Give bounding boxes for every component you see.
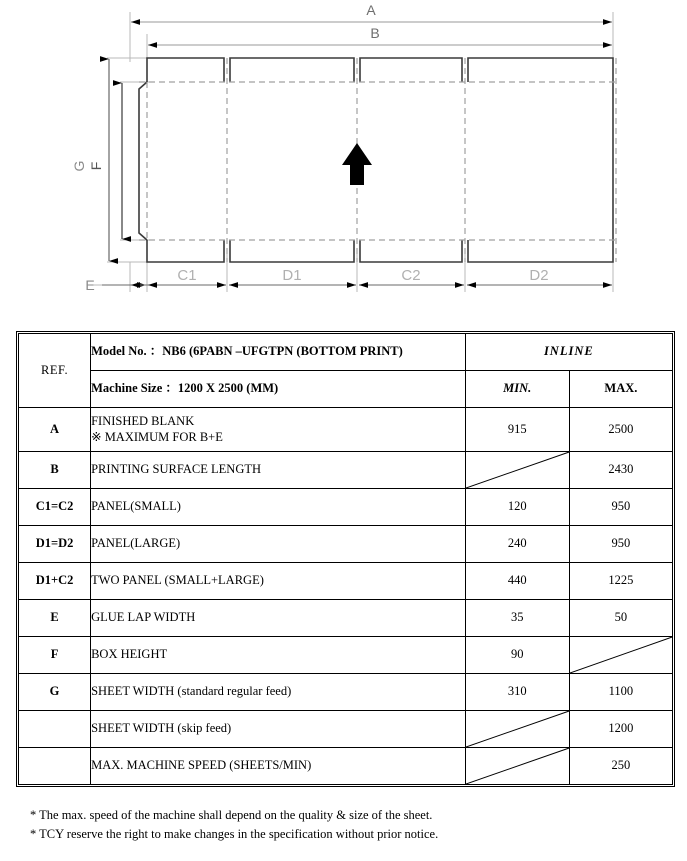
row-description: SHEET WIDTH (standard regular feed) — [91, 674, 466, 711]
row-min — [465, 748, 569, 785]
table-row — [19, 526, 673, 563]
row-min: 310 — [465, 674, 569, 711]
row-description: MAX. MACHINE SPEED (SHEETS/MIN) — [91, 748, 466, 785]
row-ref: G — [19, 674, 91, 711]
footnote-1: * The max. speed of the machine shall depend on the quality & size of the sheet. — [30, 808, 433, 822]
row-min: 915 — [465, 408, 569, 452]
row-max — [569, 637, 672, 674]
row-min: 35 — [465, 600, 569, 637]
row-ref: D1=D2 — [19, 526, 91, 563]
row-description-line2: ※ MAXIMUM FOR B+E — [91, 429, 223, 444]
row-ref: D1+C2 — [19, 563, 91, 600]
table-row — [19, 674, 673, 711]
row-description: SHEET WIDTH (skip feed) — [91, 711, 466, 748]
dimension-label-b: B — [370, 25, 380, 41]
row-ref: C1=C2 — [19, 489, 91, 526]
header-machine-size: Machine Size ：1200 X 2500 (MM) — [91, 371, 466, 408]
dimension-label-a: A — [366, 2, 376, 18]
row-ref — [19, 748, 91, 785]
table-row — [19, 563, 673, 600]
row-ref: A — [19, 408, 91, 452]
row-max: 50 — [569, 600, 672, 637]
row-description — [91, 408, 466, 452]
table-row — [19, 408, 673, 452]
row-max: 1100 — [569, 674, 672, 711]
dimension-label-e: E — [85, 277, 95, 293]
panel-label-d2: D2 — [529, 267, 549, 284]
blank-layout-diagram — [0, 0, 687, 318]
header-max: MAX. — [569, 371, 672, 408]
table-row — [19, 452, 673, 489]
row-min — [465, 711, 569, 748]
header-ref: REF. — [19, 334, 91, 408]
table-row — [19, 600, 673, 637]
row-max: 950 — [569, 489, 672, 526]
row-description: TWO PANEL (SMALL+LARGE) — [91, 563, 466, 600]
blank-outline — [139, 58, 613, 262]
table-header-row-1 — [19, 334, 673, 371]
row-description: BOX HEIGHT — [91, 637, 466, 674]
row-min: 240 — [465, 526, 569, 563]
row-ref: E — [19, 600, 91, 637]
footnotes — [30, 806, 630, 845]
row-max: 2500 — [569, 408, 672, 452]
header-group-inline: INLINE — [465, 334, 672, 371]
specification-table — [16, 331, 675, 787]
table-row — [19, 489, 673, 526]
row-max: 1200 — [569, 711, 672, 748]
row-min: 120 — [465, 489, 569, 526]
row-max: 2430 — [569, 452, 672, 489]
row-max: 1225 — [569, 563, 672, 600]
row-min: 440 — [465, 563, 569, 600]
row-description: PRINTING SURFACE LENGTH — [91, 452, 466, 489]
table-header-row-2 — [19, 371, 673, 408]
row-min: 90 — [465, 637, 569, 674]
row-ref — [19, 711, 91, 748]
dimension-label-f: F — [88, 161, 104, 171]
row-max: 950 — [569, 526, 672, 563]
row-ref: B — [19, 452, 91, 489]
feed-direction-arrow — [342, 143, 372, 185]
header-model-no: Model No. ：NB6 (6PABN –UFGTPN (BOTTOM PRINT) — [91, 334, 466, 371]
header-min: MIN. — [465, 371, 569, 408]
table-row — [19, 711, 673, 748]
panel-label-c1: C1 — [177, 267, 197, 284]
row-ref: F — [19, 637, 91, 674]
dimension-label-g: G — [71, 160, 87, 172]
panel-label-c2: C2 — [401, 267, 421, 284]
table-row — [19, 637, 673, 674]
row-max: 250 — [569, 748, 672, 785]
row-description-line1: FINISHED BLANK — [91, 413, 195, 428]
row-description: GLUE LAP WIDTH — [91, 600, 466, 637]
table-row — [19, 748, 673, 785]
row-min — [465, 452, 569, 489]
row-description: PANEL(LARGE) — [91, 526, 466, 563]
panel-label-d1: D1 — [282, 267, 302, 284]
row-description: PANEL(SMALL) — [91, 489, 466, 526]
footnote-2: * TCY reserve the right to make changes in the specification without prior notice. — [30, 827, 439, 842]
fold-lines — [139, 58, 616, 262]
